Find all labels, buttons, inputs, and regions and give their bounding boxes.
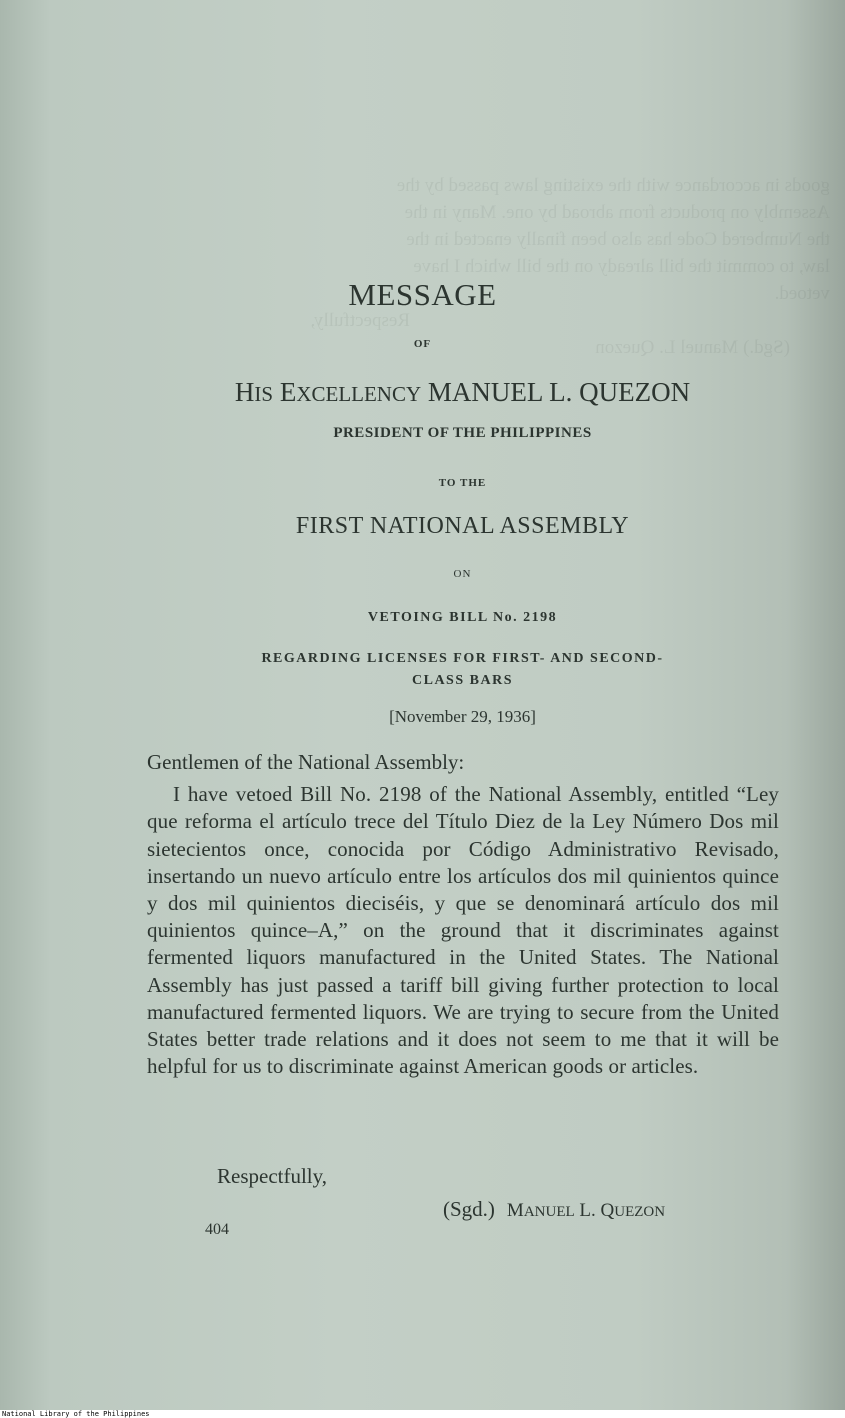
sig-uezon: UEZON [614,1204,666,1220]
of-label: OF [413,338,432,350]
regarding-heading [40,648,845,692]
page-number: 404 [205,1221,229,1238]
subject-heading: VETOING BILL No. 2198 [367,610,558,625]
regarding-line-1: REGARDING LICENSES FOR FIRST- AND SECOND- [261,651,664,666]
body-paragraph: I have vetoed Bill No. 2198 of the National Assembly, entitled “Ley que reforma el artículo trece del Título Diez de la Ley Número Dos mil sietecientos once, conocida por Código Administrativo Revisado, insertando un nuevo artículo entre los artículos dos mil quinientos quince y dos mil quinientos dieciséis, y que se denominará artículo dos mil quinientos quince–A,” on the ground that it discriminates against fermented liquors manufactured in the United States. The National Assembly has just passed a tariff bill giving further protection to local manufactured fermented liquors. We are trying to secure from the United States better trade relations and it does not seem to me that it will be helpful for us to discriminate against American goods or articles. [147,782,779,1079]
excellency-e: E [279,377,297,407]
regarding-line-2: CLASS BARS [412,673,513,688]
his-h: H [234,377,255,407]
closing: Respectfully, [217,1164,328,1188]
president-name: MANUEL L. QUEZON [427,377,691,407]
message-heading: MESSAGE [348,277,497,312]
signature-prefix: (Sgd.) [443,1197,495,1221]
addresser-line [40,377,845,408]
letter-body [147,749,779,1080]
president-title: PRESIDENT OF THE PHILIPPINES [333,425,592,441]
bleed-through-text: goods in accordance with the existing laws passed by the Assembly on products from abroad by one. Many in the the Numbered Code has also been finally enacted in the law, to commit the bill already on the bill which I have vetoed. Respectfully, (Sgd.) Manuel L. Quezon [310,175,830,358]
his-rest: IS [254,382,274,406]
message-date: [November 29, 1936] [389,707,536,726]
on-label: ON [453,568,472,580]
sig-anuel: ANUEL [523,1204,575,1220]
footer-credit: National Library of the Philippines [0,1410,845,1418]
signature [443,1197,665,1222]
assembly-heading: FIRST NATIONAL ASSEMBLY [295,513,630,539]
sig-q: Q [600,1200,615,1221]
signature-name [507,1200,665,1221]
sig-l: L. [579,1200,596,1221]
sig-m: M [506,1200,524,1221]
salutation: Gentlemen of the National Assembly: [147,750,465,774]
to-the-label: TO THE [438,477,487,489]
excellency-rest: XCELLENCY [296,382,422,406]
